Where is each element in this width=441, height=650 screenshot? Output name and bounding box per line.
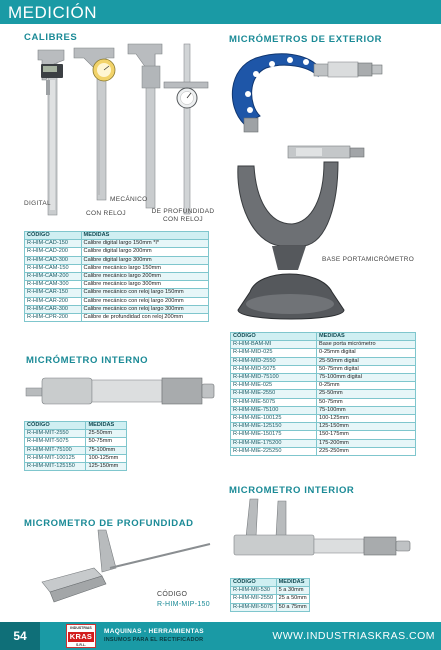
header-codigo: CÓDIGO xyxy=(25,422,86,430)
cell-measure: 50 a 75mm xyxy=(276,603,309,611)
cell-measure: 25 a 50mm xyxy=(276,595,309,603)
cell-code: R-HIM-CAD-200 xyxy=(25,248,82,256)
depth-micrometer-photo xyxy=(40,528,220,612)
table-row xyxy=(231,439,416,447)
micro-interior-title: MICROMETRO INTERIOR xyxy=(229,485,355,496)
table-row xyxy=(231,349,416,357)
inside-micrometer-photo xyxy=(24,368,219,416)
caption-profundidad-line1: DE PROFUNDIDAD xyxy=(151,208,215,215)
table-row xyxy=(231,587,310,595)
code-label: CÓDIGO xyxy=(157,591,188,598)
cell-measure: 50-75mm digital xyxy=(316,365,415,373)
cell-measure: 100-125mm xyxy=(316,415,415,423)
table-header-row xyxy=(231,333,416,341)
cell-measure: 0-25mm digital xyxy=(316,349,415,357)
cell-measure: 50-75mm xyxy=(316,398,415,406)
cell-measure: Calibre mecánico con reloj largo 150mm xyxy=(81,289,208,297)
cell-code: R-HIM-MIE-150175 xyxy=(231,431,317,439)
cell-code: R-HIM-CAM-150 xyxy=(25,264,82,272)
table-row xyxy=(231,382,416,390)
depth-caliper-image xyxy=(164,44,208,214)
table-row xyxy=(25,281,209,289)
cell-measure: 75-100mm xyxy=(316,406,415,414)
cell-measure: 0-25mm xyxy=(316,382,415,390)
header-medidas: MEDIDAS xyxy=(276,579,309,587)
table-row xyxy=(25,438,127,446)
table-row xyxy=(231,390,416,398)
cell-code: R-HIM-CAR-150 xyxy=(25,289,82,297)
micrometer-stand-photo xyxy=(228,142,378,327)
micro-interno-table xyxy=(24,421,127,471)
table-row xyxy=(231,447,416,455)
table-row xyxy=(25,273,209,281)
micro-exterior-table xyxy=(230,332,416,456)
cell-measure: 150-175mm xyxy=(316,431,415,439)
cell-measure: 125-150mm xyxy=(86,463,127,471)
caption-con-reloj: CON RELOJ xyxy=(86,210,126,217)
table-row xyxy=(231,341,416,349)
cell-code: R-HIM-MID-5075 xyxy=(231,365,317,373)
cell-code: R-HIM-BAM-MI xyxy=(231,341,317,349)
digital-caliper-image xyxy=(38,50,64,215)
inside-jaw-micrometer-photo xyxy=(228,497,418,575)
table-row xyxy=(231,423,416,431)
cell-measure: Calibre mecánico largo 200mm xyxy=(81,273,208,281)
page-number: 54 xyxy=(0,622,40,650)
micro-exterior-title: MICRÓMETROS DE EXTERIOR xyxy=(229,34,383,45)
cell-code: R-HIM-MIE-75100 xyxy=(231,406,317,414)
table-row xyxy=(25,297,209,305)
table-row xyxy=(231,398,416,406)
cell-measure: 50-75mm xyxy=(86,438,127,446)
header-codigo: CÓDIGO xyxy=(231,333,317,341)
dial-caliper-image xyxy=(128,44,162,208)
cell-measure: Base porta micrómetro xyxy=(316,341,415,349)
cell-measure: 225-250mm xyxy=(316,447,415,455)
logo-main-text: KRAS xyxy=(69,632,93,641)
cell-code: R-HIM-CAR-200 xyxy=(25,297,82,305)
cell-code: R-HIM-MII-530 xyxy=(231,587,277,595)
cell-code: R-HIM-MIT-2550 xyxy=(25,430,86,438)
cell-measure: 25-50mm xyxy=(316,390,415,398)
table-row xyxy=(25,248,209,256)
header-codigo: CÓDIGO xyxy=(25,232,82,240)
outside-micrometer-photo xyxy=(226,46,386,138)
cell-measure: 75-100mm xyxy=(86,446,127,454)
table-row xyxy=(25,256,209,264)
cell-measure: 25-50mm xyxy=(86,430,127,438)
table-header-row xyxy=(231,579,310,587)
cell-code: R-HIM-MID-2550 xyxy=(231,357,317,365)
cell-measure: 100-125mm xyxy=(86,454,127,462)
cell-measure: Calibre mecánico con reloj largo 200mm xyxy=(81,297,208,305)
micro-profundidad-title: MICROMETRO DE PROFUNDIDAD xyxy=(24,518,194,529)
caption-profundidad-line2: CON RELOJ xyxy=(163,216,203,223)
calibres-table xyxy=(24,231,209,322)
cell-measure: Calibre mecánico largo 300mm xyxy=(81,281,208,289)
cell-measure: Calibre de profundidad con reloj 200mm xyxy=(81,314,208,322)
table-row xyxy=(231,374,416,382)
cell-code: R-HIM-MIE-175200 xyxy=(231,439,317,447)
table-row xyxy=(25,446,127,454)
cell-measure: 75-100mm digital xyxy=(316,374,415,382)
cell-code: R-HIM-CAD-150 xyxy=(25,240,82,248)
cell-code: R-HIM-MIE-100125 xyxy=(231,415,317,423)
logo-bottom-text: S.R.L. xyxy=(76,643,86,647)
micro-interno-title: MICRÓMETRO INTERNO xyxy=(26,355,149,366)
cell-code: R-HIM-MII-5075 xyxy=(231,603,277,611)
cell-code: R-HIM-CAM-300 xyxy=(25,281,82,289)
cell-code: R-HIM-CAR-300 xyxy=(25,305,82,313)
header-medidas: MEDIDAS xyxy=(81,232,208,240)
brand-line-2: INSUMOS PARA EL RECTIFICADOR xyxy=(104,637,204,643)
cell-code: R-HIM-MIE-2550 xyxy=(231,390,317,398)
website-link[interactable]: WWW.INDUSTRIASKRAS.COM xyxy=(272,630,435,642)
cell-measure: Calibre digital largo 150mm *I* xyxy=(81,240,208,248)
code-value: R-HIM-MIP-150 xyxy=(157,601,210,608)
cell-code: R-HIM-CPR-200 xyxy=(25,314,82,322)
caption-mecanico: MECÁNICO xyxy=(110,196,148,203)
cell-code: R-HIM-MIE-125150 xyxy=(231,423,317,431)
brand-line-1: MAQUINAS - HERRAMIENTAS xyxy=(104,628,204,635)
cell-code: R-HIM-MIT-125150 xyxy=(25,463,86,471)
table-row xyxy=(25,240,209,248)
micro-interior-table xyxy=(230,578,310,612)
table-row xyxy=(25,454,127,462)
cell-code: R-HIM-MII-2550 xyxy=(231,595,277,603)
table-row xyxy=(25,314,209,322)
cell-code: R-HIM-MIT-5075 xyxy=(25,438,86,446)
calibres-title: CALIBRES xyxy=(24,32,78,43)
table-row xyxy=(231,406,416,414)
cell-measure: 125-150mm xyxy=(316,423,415,431)
caption-base-portamicrometro: BASE PORTAMICRÓMETRO xyxy=(322,256,415,263)
table-row xyxy=(25,289,209,297)
caption-digital: DIGITAL xyxy=(24,200,51,207)
cell-code: R-HIM-CAM-200 xyxy=(25,273,82,281)
cell-measure: Calibre mecánico con reloj largo 300mm xyxy=(81,305,208,313)
table-row xyxy=(231,595,310,603)
cell-code: R-HIM-MID-75100 xyxy=(231,374,317,382)
logo-top-text: INDUSTRIAS xyxy=(70,626,92,630)
cell-measure: Calibre digital largo 200mm xyxy=(81,248,208,256)
cell-measure: 175-200mm xyxy=(316,439,415,447)
table-row xyxy=(231,365,416,373)
table-row xyxy=(25,430,127,438)
cell-measure: 5 a 30mm xyxy=(276,587,309,595)
cell-measure: Calibre digital largo 300mm xyxy=(81,256,208,264)
cell-measure: 25-50mm digital xyxy=(316,357,415,365)
caption-profundidad xyxy=(150,208,216,224)
header-medidas: MEDIDAS xyxy=(86,422,127,430)
table-row xyxy=(25,264,209,272)
cell-code: R-HIM-MIT-100125 xyxy=(25,454,86,462)
table-row xyxy=(231,415,416,423)
company-logo xyxy=(66,624,96,648)
table-header-row xyxy=(25,422,127,430)
page-title: MEDICIÓN xyxy=(8,3,97,22)
header-medidas: MEDIDAS xyxy=(316,333,415,341)
table-header-row xyxy=(25,232,209,240)
table-row xyxy=(25,463,127,471)
cell-code: R-HIM-MIE-5075 xyxy=(231,398,317,406)
cell-code: R-HIM-CAD-300 xyxy=(25,256,82,264)
mechanical-caliper-image xyxy=(74,48,115,200)
cell-code: R-HIM-MIT-75100 xyxy=(25,446,86,454)
table-row xyxy=(231,603,310,611)
table-row xyxy=(231,431,416,439)
header-codigo: CÓDIGO xyxy=(231,579,277,587)
cell-code: R-HIM-MIE-225250 xyxy=(231,447,317,455)
cell-code: R-HIM-MIE-025 xyxy=(231,382,317,390)
table-row xyxy=(25,305,209,313)
cell-code: R-HIM-MID-025 xyxy=(231,349,317,357)
table-row xyxy=(231,357,416,365)
cell-measure: Calibre mecánico largo 150mm xyxy=(81,264,208,272)
